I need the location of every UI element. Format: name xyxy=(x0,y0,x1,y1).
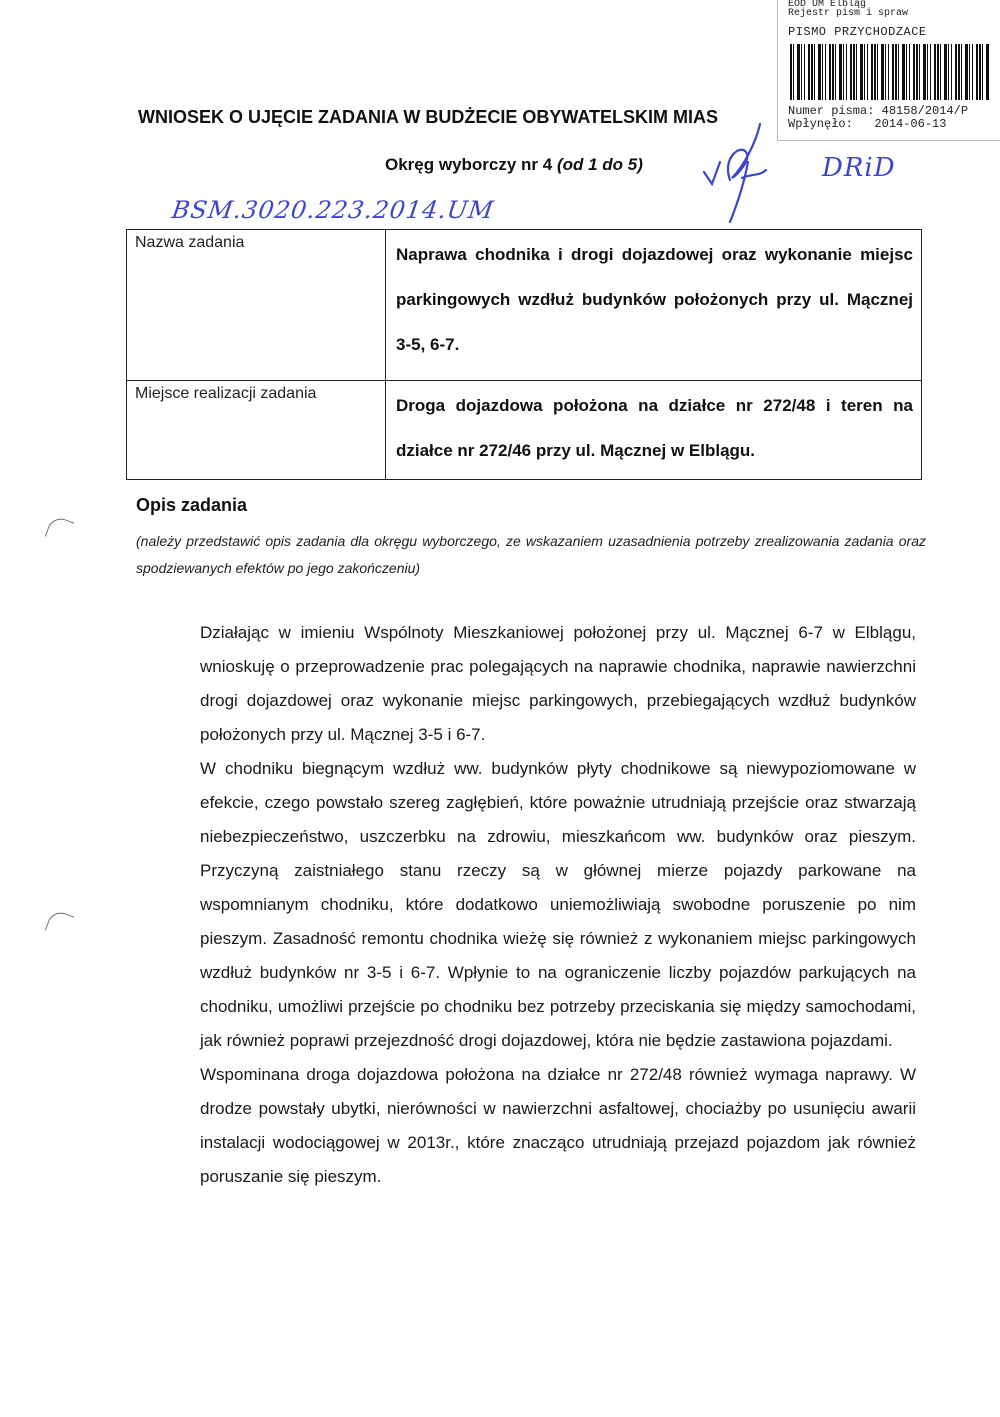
district-range: (od 1 do 5) xyxy=(556,155,643,174)
description-paragraph: W chodniku biegnącym wzdłuż ww. budynków płyty chodnikowe są niewypoziomowane w efekcie, czego powstało szereg zagłębień, które poważnie utrudniają przejście oraz stwarzają niebezpieczeństwo, uszczerbku na zdrowiu, mieszkańcom ww. budynków oraz pieszym. Przyczyną zaistniałego stanu rzeczy są w głównej mierze pojazdy parkowane na wspomnianym chodniku, które dodatkowo uniemożliwiają swobodne poruszenie po nim pieszym. Zasadność remontu chodnika wieżę się również z wykonaniem miejsc parkingowych wzdłuż budynków nr 3-5 i 6-7. Wpłynie to na ograniczenie liczby pojazdów parkujących na chodniku, umożliwi przejście po chodniku bez potrzeby przeciskania się między samochodami, jak również poprawi przejezdność drogi dojazdowej, która nie będzie zastawiona pojazdami. xyxy=(200,759,916,1050)
table-row xyxy=(127,381,922,480)
handwritten-department: DRiD xyxy=(822,153,896,183)
stamp-register: Rejestr pism i spraw xyxy=(788,8,909,19)
stamp-office: EOD UM Elbląg xyxy=(788,0,867,10)
punch-mark xyxy=(45,515,74,544)
stamp-number-value: 48158/2014/P xyxy=(881,104,969,118)
description-hint: (należy przedstawić opis zadania dla okręgu wyborczego, ze wskazaniem uzasadnienia potrzeby zrealizowania zadania oraz spodziewanych efektów po jego zakończeniu) xyxy=(136,533,926,576)
stamp-received-row xyxy=(788,117,946,131)
handwritten-signature xyxy=(700,118,780,228)
task-name-label: Nazwa zadania xyxy=(127,230,386,381)
handwritten-reference: BSM.3020.223.2014.UM xyxy=(170,196,496,224)
task-location-value: Droga dojazdowa położona na działce nr 272/48 i teren na działce nr 272/46 przy ul. Mącznej w Elblągu. xyxy=(386,381,922,480)
table-row xyxy=(127,230,922,381)
stamp-received-value: 2014-06-13 xyxy=(874,117,947,131)
punch-mark xyxy=(45,909,74,938)
description-heading: Opis zadania xyxy=(136,495,248,515)
registration-stamp xyxy=(777,0,1000,141)
document-title: WNIOSEK O UJĘCIE ZADANIA W BUDŻECIE OBYWATELSKIM MIAS xyxy=(138,107,719,127)
district-line xyxy=(385,155,643,175)
task-name-value: Naprawa chodnika i drogi dojazdowej oraz wykonanie miejsc parkingowych wzdłuż budynków położonych przy ul. Mącznej 3-5, 6-7. xyxy=(386,230,922,381)
stamp-number-label: Numer pisma: xyxy=(788,104,875,118)
stamp-received-label: Wpłynęło: xyxy=(788,117,853,131)
description-paragraph: Działając w imieniu Wspólnoty Mieszkaniowej położonej przy ul. Mącznej 6-7 w Elblągu, wnioskuję o przeprowadzenie prac polegających na naprawie chodnika, naprawie nawierzchni drogi dojazdowej oraz wykonanie miejsc parkingowych, przebiegających wzdłuż budynków położonych przy ul. Mącznej 3-5 i 6-7. xyxy=(200,623,916,744)
description-body xyxy=(200,616,916,1194)
district-number: Okręg wyborczy nr 4 xyxy=(385,155,553,174)
description-paragraph: Wspominana droga dojazdowa położona na działce nr 272/48 również wymaga naprawy. W drodze powstały ubytki, nierówności w nawierzchni asfaltowej, chociażby po usunięciu awarii instalacji wodociągowej w 2013r., które znacząco utrudniają przejazd pojazdom jak również poruszanie się pieszym. xyxy=(200,1065,916,1186)
stamp-type: PISMO PRZYCHODZACE xyxy=(788,25,927,39)
stamp-number-row xyxy=(788,104,968,118)
task-location-label: Miejsce realizacji zadania xyxy=(127,381,386,480)
task-table xyxy=(126,229,922,480)
barcode xyxy=(790,44,990,100)
